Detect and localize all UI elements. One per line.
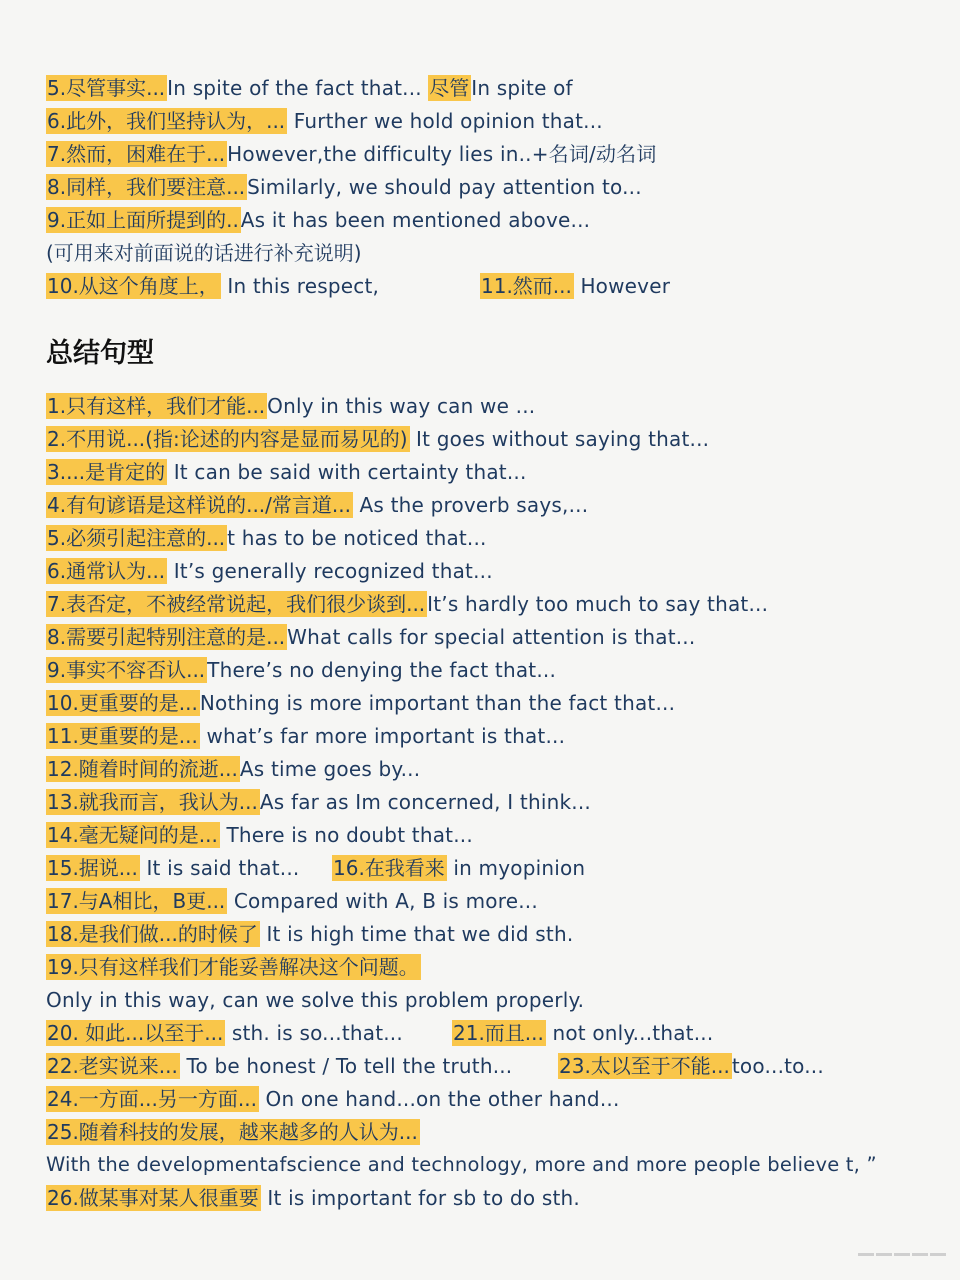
phrase-line	[46, 206, 590, 234]
phrase-line	[46, 425, 709, 453]
phrase-zh: 1.只有这样，我们才能...	[47, 394, 266, 418]
phrase-zh: 14.毫无疑问的是...	[47, 823, 218, 847]
phrase-line	[46, 755, 420, 783]
phrase-zh: 9.正如上面所提到的..	[47, 208, 239, 232]
phrase-second	[558, 1052, 824, 1080]
phrase-zh-2: 23.太以至于不能...	[559, 1054, 730, 1078]
phrase-zh: 18.是我们做...的时候了	[47, 922, 258, 946]
phrase-en: It can be said with certainty that...	[167, 460, 527, 484]
phrase-zh: 12.随着时间的流逝...	[47, 757, 238, 781]
phrase-line	[46, 656, 556, 684]
phrase-zh: 3....是肯定的	[47, 460, 166, 484]
phrase-line	[46, 173, 642, 201]
phrase-line	[46, 1052, 926, 1080]
phrase-en: As the proverb says,...	[352, 493, 589, 517]
phrase-zh: 8.需要引起特别注意的是...	[47, 625, 286, 649]
plain-line	[46, 986, 584, 1014]
phrase-en: It is high time that we did sth.	[259, 922, 574, 946]
phrase-zh: 5.尽管事实...	[47, 76, 166, 100]
section-heading: 总结句型	[46, 338, 154, 369]
phrase-zh: 6.通常认为...	[47, 559, 166, 583]
phrase-en: As time goes by...	[239, 757, 421, 781]
phrase-zh: 24.一方面...另一方面...	[47, 1087, 257, 1111]
phrase-line	[46, 788, 591, 816]
phrase-en: What calls for special attention is that...	[287, 625, 696, 649]
phrase-en: It’s generally recognized that...	[167, 559, 493, 583]
phrase-line	[46, 1184, 580, 1212]
phrase-line	[46, 272, 926, 300]
phrase-line	[46, 887, 538, 915]
phrase-line	[46, 689, 675, 717]
phrase-en: To be honest / To tell the truth...	[179, 1054, 513, 1078]
note-text: (可用来对前面说的话进行补充说明)	[46, 241, 362, 265]
phrase-zh: 11.更重要的是...	[47, 724, 198, 748]
phrase-zh: 15.据说...	[47, 856, 138, 880]
phrase-en: There is no doubt that...	[219, 823, 473, 847]
phrase-line	[46, 107, 603, 135]
phrase-en: Similarly, we should pay attention to...	[247, 175, 642, 199]
phrase-line	[46, 854, 926, 882]
phrase-zh: 5.必须引起注意的...	[47, 526, 226, 550]
phrase-zh: 13.就我而言，我认为...	[47, 790, 258, 814]
phrase-zh-2: 11.然而...	[481, 274, 572, 298]
phrase-zh: 22.老实说来...	[47, 1054, 178, 1078]
phrase-zh: 26.做某事对某人很重要	[47, 1186, 259, 1210]
phrase-line	[46, 140, 657, 168]
phrase-en: Compared with A, B is more...	[227, 889, 538, 913]
phrase-en: Further we hold opinion that...	[287, 109, 603, 133]
phrase-en: Only in this way can we ...	[267, 394, 536, 418]
phrase-line	[46, 524, 487, 552]
phrase-zh-2: 16.在我看来	[333, 856, 445, 880]
phrase-en: However,the difficulty lies in..+名词/动名词	[227, 142, 657, 166]
phrase-line	[46, 1019, 926, 1047]
phrase-line	[46, 1085, 620, 1113]
phrase-en-2: too...to...	[731, 1054, 824, 1078]
phrase-line	[46, 590, 768, 618]
phrase-zh: 17.与A相比，B更...	[47, 889, 226, 913]
phrase-en: It is important for sb to do sth.	[260, 1186, 580, 1210]
phrase-zh: 10.更重要的是...	[47, 691, 198, 715]
phrase-zh: 9.事实不容否认...	[47, 658, 206, 682]
phrase-zh: 25.随着科技的发展，越来越多的人认为...	[47, 1120, 418, 1144]
phrase-zh-2: 21.而且...	[453, 1021, 544, 1045]
phrase-en: sth. is so...that...	[225, 1021, 403, 1045]
phrase-line	[46, 920, 573, 948]
phrase-en: Only in this way, can we solve this problem properly.	[46, 988, 585, 1012]
watermark-icon	[856, 1241, 946, 1260]
phrase-zh: 8.同样，我们要注意...	[47, 175, 246, 199]
phrase-line	[46, 821, 473, 849]
phrase-zh-2: 尽管	[429, 76, 470, 100]
plain-line	[46, 1151, 877, 1179]
phrase-en-2: not only...that...	[545, 1021, 714, 1045]
phrase-en: On one hand...on the other hand...	[258, 1087, 620, 1111]
phrase-en: As it has been mentioned above...	[240, 208, 591, 232]
phrase-line	[46, 392, 535, 420]
phrase-zh: 7.然而，困难在于...	[47, 142, 226, 166]
phrase-en: Nothing is more important than the fact that...	[199, 691, 676, 715]
phrase-line	[46, 1118, 420, 1146]
phrase-line	[46, 557, 493, 585]
phrase-line	[46, 74, 573, 102]
phrase-zh: 2.不用说...(指:论述的内容是显而易见的)	[47, 427, 408, 451]
phrase-en: With the developmentafscience and technology, more and more people believe t, ”	[46, 1153, 877, 1176]
phrase-en: It’s hardly too much to say that...	[427, 592, 769, 616]
phrase-zh: 6.此外，我们坚持认为，...	[47, 109, 286, 133]
phrase-en: It goes without saying that...	[409, 427, 710, 451]
phrase-en: It is said that...	[139, 856, 300, 880]
phrase-line	[46, 722, 565, 750]
phrase-line	[46, 458, 527, 486]
phrase-zh: 10.从这个角度上，	[47, 274, 219, 298]
phrase-zh: 4.有句谚语是这样说的.../常言道...	[47, 493, 351, 517]
phrase-second	[452, 1019, 713, 1047]
phrase-en-2: In spite of	[471, 76, 573, 100]
note-line	[46, 239, 362, 267]
phrase-en: As far as Im concerned, I think...	[259, 790, 591, 814]
phrase-zh: 20. 如此...以至于...	[47, 1021, 224, 1045]
phrase-zh: 19.只有这样我们才能妥善解决这个问题。	[47, 955, 419, 979]
phrase-line	[46, 491, 588, 519]
phrase-line	[46, 623, 695, 651]
phrase-en-2: in myopinion	[446, 856, 586, 880]
phrase-en: There’s no denying the fact that...	[207, 658, 557, 682]
phrase-zh: 7.表否定，不被经常说起，我们很少谈到...	[47, 592, 426, 616]
phrase-second	[332, 854, 585, 882]
phrase-en: t has to be noticed that...	[227, 526, 487, 550]
phrase-en-2: However	[573, 274, 671, 298]
phrase-second	[480, 272, 670, 300]
phrase-en: In spite of the fact that...	[167, 76, 422, 100]
phrase-en: what’s far more important is that...	[199, 724, 566, 748]
phrase-line	[46, 953, 421, 981]
phrase-en: In this respect,	[220, 274, 380, 298]
